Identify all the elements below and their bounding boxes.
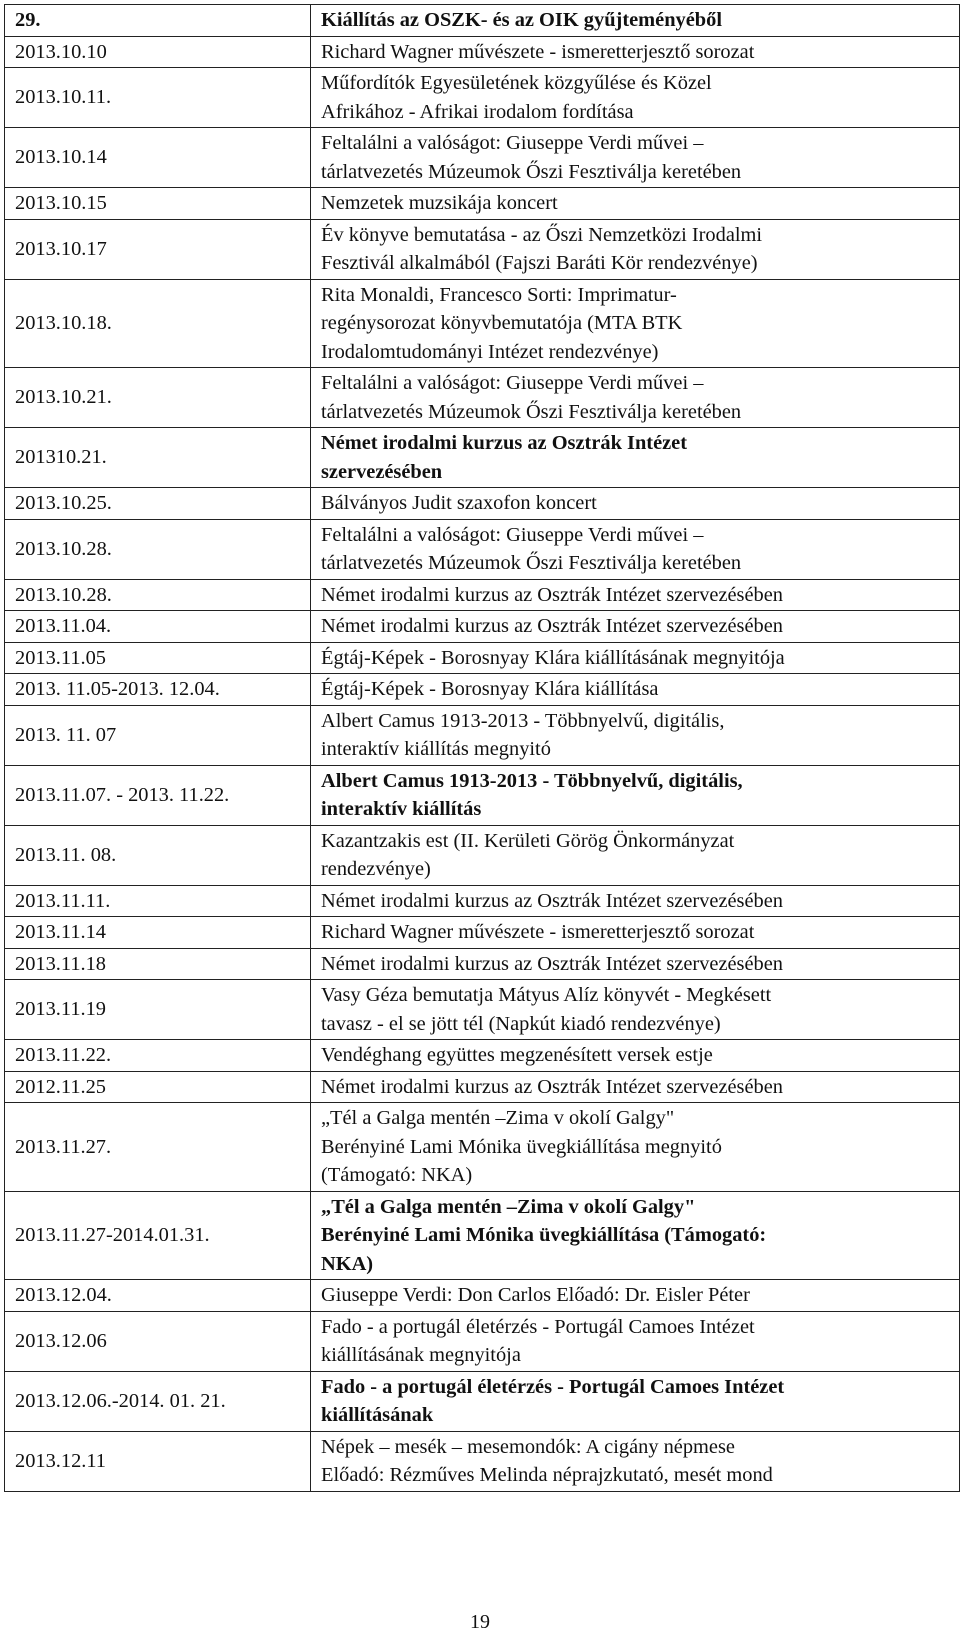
table-row bbox=[5, 279, 960, 368]
table-row bbox=[5, 1311, 960, 1371]
table-row bbox=[5, 5, 960, 37]
table-row bbox=[5, 188, 960, 220]
event-date-cell: 2013.11.18 bbox=[5, 948, 311, 980]
event-description-text: Albert Camus 1913-2013 - Többnyelvű, digitális, interaktív kiállítás megnyitó bbox=[321, 709, 725, 760]
event-description-cell bbox=[311, 1071, 960, 1103]
table-row bbox=[5, 674, 960, 706]
table-row bbox=[5, 36, 960, 68]
event-description-cell bbox=[311, 68, 960, 128]
event-description-cell bbox=[311, 579, 960, 611]
event-description-text: Német irodalmi kurzus az Osztrák Intézet szervezésében bbox=[321, 1075, 783, 1098]
event-date-cell: 2013.11.27-2014.01.31. bbox=[5, 1191, 311, 1280]
event-description-cell bbox=[311, 825, 960, 885]
event-date-cell: 2013.12.11 bbox=[5, 1431, 311, 1491]
event-date-cell: 2013. 11. 07 bbox=[5, 705, 311, 765]
event-description-cell bbox=[311, 765, 960, 825]
event-description-cell bbox=[311, 1040, 960, 1072]
event-date-cell: 2013.11.11. bbox=[5, 885, 311, 917]
table-row bbox=[5, 948, 960, 980]
table-row bbox=[5, 368, 960, 428]
event-description-cell bbox=[311, 1371, 960, 1431]
event-description-cell bbox=[311, 885, 960, 917]
event-description-cell bbox=[311, 368, 960, 428]
event-description-cell bbox=[311, 1103, 960, 1192]
event-description-cell bbox=[311, 611, 960, 643]
event-date-cell: 2013.11. 08. bbox=[5, 825, 311, 885]
table-row bbox=[5, 917, 960, 949]
events-table bbox=[4, 4, 960, 1492]
event-description-text: Albert Camus 1913-2013 - Többnyelvű, digitális, interaktív kiállítás bbox=[321, 769, 743, 820]
event-date-cell: 2013.11.14 bbox=[5, 917, 311, 949]
event-date-cell: 2013.12.06.-2014. 01. 21. bbox=[5, 1371, 311, 1431]
table-row bbox=[5, 825, 960, 885]
event-description-text: Német irodalmi kurzus az Osztrák Intézet szervezésében bbox=[321, 952, 783, 975]
table-row bbox=[5, 980, 960, 1040]
event-description-cell bbox=[311, 488, 960, 520]
events-table-body bbox=[5, 5, 960, 1492]
event-description-text: Feltalálni a valóságot: Giuseppe Verdi művei – tárlatvezetés Múzeumok Őszi Fesztiválja keretében bbox=[321, 132, 742, 183]
event-date-cell: 2013.11.19 bbox=[5, 980, 311, 1040]
event-description-cell bbox=[311, 1191, 960, 1280]
event-date-cell: 2013.10.28. bbox=[5, 579, 311, 611]
event-description-cell bbox=[311, 188, 960, 220]
event-description-text: Feltalálni a valóságot: Giuseppe Verdi művei – tárlatvezetés Múzeumok Őszi Fesztiválja keretében bbox=[321, 372, 742, 423]
event-description-text: Richard Wagner művészete - ismeretterjesztő sorozat bbox=[321, 921, 755, 943]
event-description-text: „Tél a Galga mentén –Zima v okolí Galgy" Berényiné Lami Mónika üvegkiállítása megnyitó (Támogató: NKA) bbox=[321, 1107, 722, 1186]
event-description-cell bbox=[311, 1311, 960, 1371]
table-row bbox=[5, 488, 960, 520]
event-description-text: „Tél a Galga mentén –Zima v okolí Galgy" Berényiné Lami Mónika üvegkiállítása (Támogató: NKA) bbox=[321, 1195, 767, 1275]
event-description-cell bbox=[311, 642, 960, 674]
table-row bbox=[5, 219, 960, 279]
page-number: 19 bbox=[470, 1611, 490, 1633]
event-description-text: Égtáj-Képek - Borosnyay Klára kiállításának megnyitója bbox=[321, 646, 785, 669]
event-description-text: Műfordítók Egyesületének közgyűlése és Közel Afrikához - Afrikai irodalom fordítása bbox=[321, 72, 712, 123]
event-description-cell bbox=[311, 948, 960, 980]
table-row bbox=[5, 642, 960, 674]
event-date-cell: 2013.10.14 bbox=[5, 128, 311, 188]
event-description-cell bbox=[311, 1280, 960, 1312]
table-row bbox=[5, 1071, 960, 1103]
event-description-text: Kazantzakis est (II. Kerületi Görög Önkormányzat rendezvénye) bbox=[321, 829, 735, 880]
event-date-cell: 2013.11.07. - 2013. 11.22. bbox=[5, 765, 311, 825]
event-date-cell: 2012.11.25 bbox=[5, 1071, 311, 1103]
event-description-cell bbox=[311, 219, 960, 279]
event-description-text: Vendéghang együttes megzenésített versek estje bbox=[321, 1044, 713, 1066]
table-row bbox=[5, 1191, 960, 1280]
table-row bbox=[5, 519, 960, 579]
event-date-cell: 2013.12.04. bbox=[5, 1280, 311, 1312]
event-date-cell: 2013.10.17 bbox=[5, 219, 311, 279]
event-description-cell bbox=[311, 980, 960, 1040]
event-date-cell: 2013. 11.05-2013. 12.04. bbox=[5, 674, 311, 706]
event-description-text: Fado - a portugál életérzés - Portugál Camoes Intézet kiállításának megnyitója bbox=[321, 1315, 755, 1366]
event-description-text: Rita Monaldi, Francesco Sorti: Imprimatur- regénysorozat könyvbemutatója (MTA BTK Irodalomtudományi Intézet rendezvénye) bbox=[321, 283, 683, 363]
event-description-text: Égtáj-Képek - Borosnyay Klára kiállítása bbox=[321, 678, 659, 700]
event-description-text: Év könyve bemutatása - az Őszi Nemzetközi Irodalmi Fesztivál alkalmából (Fajszi Baráti Kör rendezvénye) bbox=[321, 223, 763, 274]
event-description-text: Vasy Géza bemutatja Mátyus Alíz könyvét - Megkésett tavasz - el se jött tél (Napkút kiadó rendezvénye) bbox=[321, 984, 772, 1035]
table-row bbox=[5, 128, 960, 188]
event-description-text: Német irodalmi kurzus az Osztrák Intézet szervezésében bbox=[321, 615, 783, 637]
event-description-text: Bálványos Judit szaxofon koncert bbox=[321, 492, 597, 514]
table-row bbox=[5, 885, 960, 917]
event-date-cell: 2013.10.28. bbox=[5, 519, 311, 579]
event-description-cell bbox=[311, 519, 960, 579]
event-description-cell bbox=[311, 5, 960, 37]
table-row bbox=[5, 1103, 960, 1192]
event-date-cell: 2013.11.27. bbox=[5, 1103, 311, 1192]
event-date-cell: 2013.10.10 bbox=[5, 36, 311, 68]
table-row bbox=[5, 1040, 960, 1072]
event-description-cell bbox=[311, 36, 960, 68]
table-row bbox=[5, 428, 960, 488]
event-date-cell: 2013.12.06 bbox=[5, 1311, 311, 1371]
event-date-cell: 2013.11.04. bbox=[5, 611, 311, 643]
event-date-cell: 2013.11.05 bbox=[5, 642, 311, 674]
event-date-cell: 2013.11.22. bbox=[5, 1040, 311, 1072]
table-row bbox=[5, 611, 960, 643]
table-row bbox=[5, 579, 960, 611]
event-description-text: Feltalálni a valóságot: Giuseppe Verdi művei – tárlatvezetés Múzeumok Őszi Fesztiválja keretében bbox=[321, 523, 742, 574]
event-description-text: Nemzetek muzsikája koncert bbox=[321, 192, 558, 214]
event-date-cell: 2013.10.25. bbox=[5, 488, 311, 520]
event-date-cell: 2013.10.15 bbox=[5, 188, 311, 220]
event-date-cell: 2013.10.21. bbox=[5, 368, 311, 428]
event-description-text: Richard Wagner művészete - ismeretterjesztő sorozat bbox=[321, 40, 755, 63]
event-description-cell bbox=[311, 917, 960, 949]
event-description-cell bbox=[311, 674, 960, 706]
event-description-text: Fado - a portugál életérzés - Portugál Camoes Intézet kiállításának bbox=[321, 1375, 785, 1426]
event-date-cell: 2013.10.18. bbox=[5, 279, 311, 368]
table-row bbox=[5, 1371, 960, 1431]
event-description-cell bbox=[311, 428, 960, 488]
event-description-text: Giuseppe Verdi: Don Carlos Előadó: Dr. Eisler Péter bbox=[321, 1284, 750, 1306]
table-row bbox=[5, 1280, 960, 1312]
event-description-cell bbox=[311, 279, 960, 368]
event-date-cell: 2013.10.11. bbox=[5, 68, 311, 128]
event-description-cell bbox=[311, 705, 960, 765]
event-description-cell bbox=[311, 1431, 960, 1491]
table-row bbox=[5, 705, 960, 765]
table-row bbox=[5, 1431, 960, 1491]
event-description-text: Német irodalmi kurzus az Osztrák Intézet szervezésében bbox=[321, 583, 783, 606]
table-row bbox=[5, 68, 960, 128]
event-description-text: Német irodalmi kurzus az Osztrák Intézet szervezésében bbox=[321, 889, 783, 912]
table-row bbox=[5, 765, 960, 825]
event-date-cell: 29. bbox=[5, 5, 311, 37]
event-description-text: Német irodalmi kurzus az Osztrák Intézet szervezésében bbox=[321, 432, 688, 483]
event-description-text: Kiállítás az OSZK- és az OIK gyűjteményéből bbox=[321, 9, 722, 31]
event-description-text: Népek – mesék – mesemondók: A cigány népmese Előadó: Rézműves Melinda néprajzkutató, mesét mond bbox=[321, 1435, 773, 1486]
event-date-cell: 201310.21. bbox=[5, 428, 311, 488]
event-description-cell bbox=[311, 128, 960, 188]
